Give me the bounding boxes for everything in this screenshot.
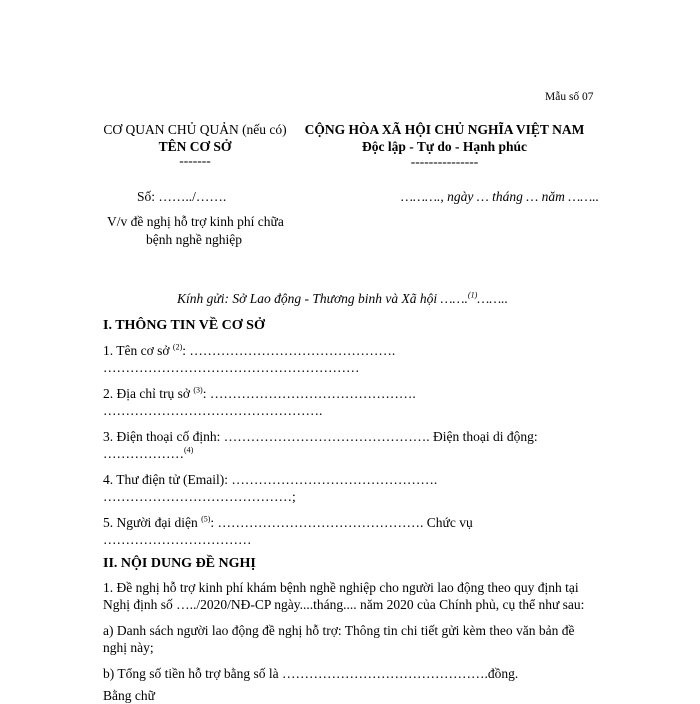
email-line: 4. Thư điện tử (Email): ………………………………………. bbox=[103, 472, 438, 487]
facility-name-line-2: ………………………………………………… bbox=[103, 360, 360, 375]
phone-line-2: ………………$^{(4)}$ bbox=[103, 445, 194, 461]
item-b-line: b) Tổng số tiền hỗ trợ bằng số là ……………………………………….đồng. bbox=[103, 666, 519, 681]
request-paragraph-line-2: Nghị định số …../2020/NĐ-CP ngày....tháng.... năm 2020 của Chính phủ, cụ thể như sau: bbox=[103, 597, 585, 612]
recipient: Kính gửi: Sở Lao động - Thương binh và Xã hội …….$^{(1)}$…….. bbox=[177, 290, 508, 306]
address-line-2: …………………………………………. bbox=[103, 403, 323, 418]
address-line: 2. Địa chỉ trụ sở $^{(3)}$: ………………………………………. bbox=[103, 385, 416, 401]
amount-in-words: Bằng chữ bbox=[103, 688, 155, 703]
facility-name-line: 1. Tên cơ sở $^{(2)}$: ………………………………………. bbox=[103, 342, 396, 358]
item-a-line-2: nghị này; bbox=[103, 640, 154, 655]
request-paragraph-line-1: 1. Đề nghị hỗ trợ kinh phí khám bệnh nghề nghiệp cho người lao động theo quy định tại bbox=[103, 580, 579, 595]
section-1-title: I. THÔNG TIN VỀ CƠ SỞ bbox=[103, 318, 265, 333]
left-divider: ------- bbox=[179, 153, 211, 168]
document-date: ………., ngày … tháng … năm …….. bbox=[401, 189, 600, 204]
motto: Độc lập - Tự do - Hạnh phúc bbox=[361, 139, 528, 154]
representative-line: 5. Người đại diện $^{(5)}$: ………………………………………. Chức vụ bbox=[103, 514, 473, 530]
country-name: CỘNG HÒA XÃ HỘI CHỦ NGHĨA VIỆT NAM bbox=[304, 122, 585, 137]
subject-line-2: bệnh nghề nghiệp bbox=[146, 232, 242, 247]
email-line-2: ……………………………………; bbox=[103, 489, 296, 504]
representative-line-2: …………………………… bbox=[103, 532, 252, 547]
facility-name: TÊN CƠ SỞ bbox=[158, 139, 232, 154]
form-number: Mẫu số 07 bbox=[545, 91, 594, 103]
subject-line-1: V/v đề nghị hỗ trợ kinh phí chữa bbox=[107, 214, 284, 229]
item-a-line-1: a) Danh sách người lao động đề nghị hỗ trợ: Thông tin chi tiết gửi kèm theo văn bản đề bbox=[103, 623, 575, 638]
phone-line: 3. Điện thoại cố định: ………………………………………. Điện thoại di động: bbox=[103, 429, 538, 444]
agency-name: CƠ QUAN CHỦ QUẢN (nếu có) bbox=[103, 122, 287, 137]
document-number: Số: ……../……. bbox=[137, 189, 227, 204]
right-divider: --------------- bbox=[410, 154, 479, 169]
section-2-title: II. NỘI DUNG ĐỀ NGHỊ bbox=[103, 556, 256, 571]
